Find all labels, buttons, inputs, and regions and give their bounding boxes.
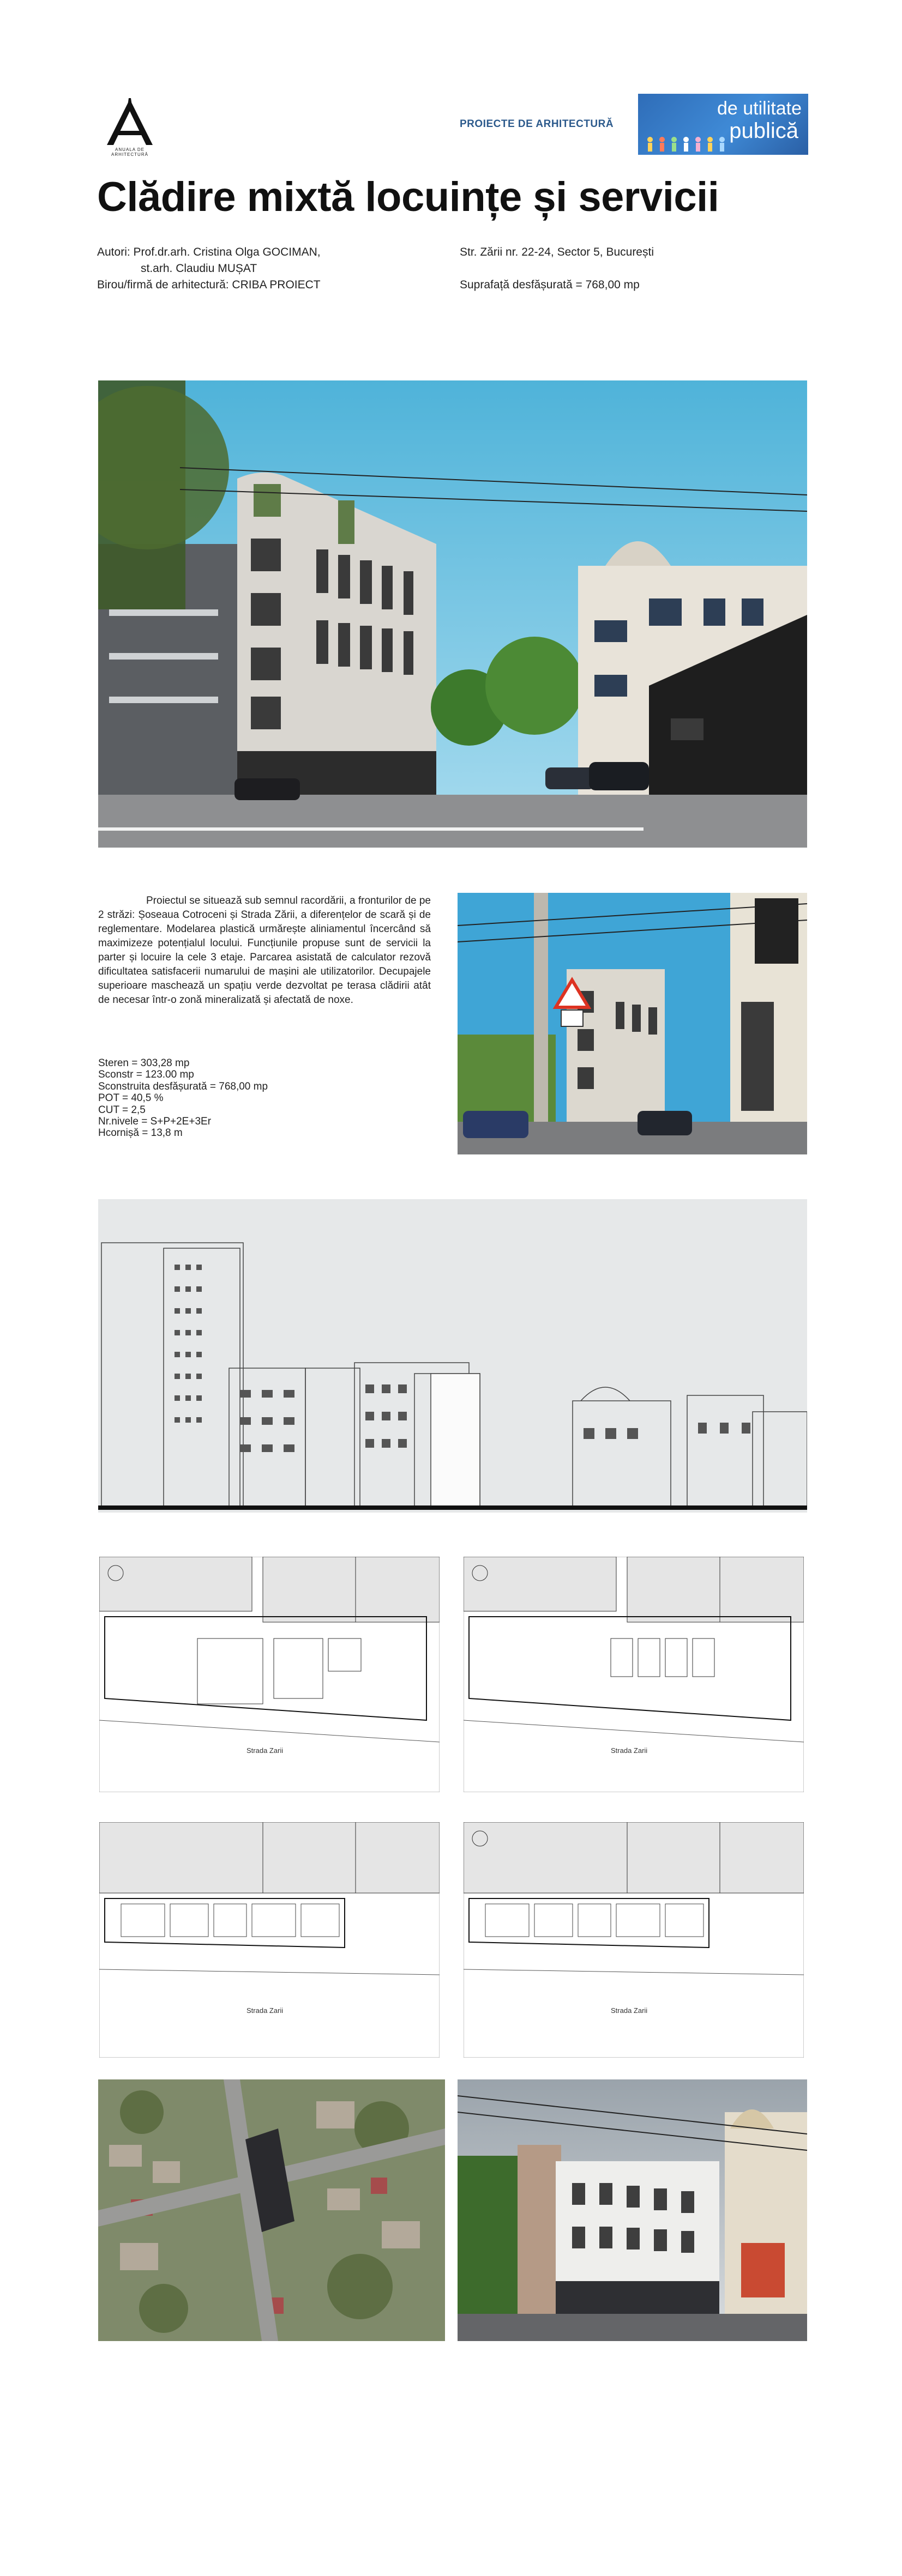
badge-line-1: de utilitate (717, 98, 802, 119)
floor-plan-basement (464, 1557, 804, 1792)
street-label: Strada Zarii (246, 1746, 284, 1755)
street-corner-photo (458, 893, 807, 1154)
stat-item: Sconstr = 123.00 mp (98, 1069, 194, 1081)
stat-item: Hcornișă = 13,8 m (98, 1127, 183, 1139)
street-label: Strada Zarii (611, 1746, 648, 1755)
project-location (460, 244, 654, 293)
public-utility-badge (638, 94, 808, 155)
street-elevation-drawing (98, 1199, 807, 1513)
building-render (458, 2079, 807, 2341)
authors-line-2: st.arh. Claudiu MUȘAT (141, 262, 257, 275)
project-area: Suprafață desfășurată = 768,00 mp (460, 279, 640, 291)
authors-line-1: Autori: Prof.dr.arh. Cristina Olga GOCIMAN, (97, 246, 321, 258)
project-title: Clădire mixtă locuințe și servicii (97, 174, 719, 220)
badge-line-2: publică (729, 119, 798, 143)
project-credits (97, 244, 321, 293)
stat-item: Steren = 303,28 mp (98, 1057, 190, 1069)
project-stats (98, 1057, 268, 1139)
street-label: Strada Zarii (611, 2006, 648, 2015)
street-label: Strada Zarii (246, 2006, 284, 2015)
main-street-photo (98, 380, 807, 848)
logo-text: ANUALA DE ARHITECTURĂ (111, 147, 148, 157)
stat-item: Sconstruita desfășurată = 768,00 mp (98, 1080, 268, 1092)
aerial-map-photo (98, 2079, 445, 2341)
annual-logo (97, 97, 163, 157)
floor-plan-level-2 (464, 1822, 804, 2058)
stat-item: POT = 40,5 % (98, 1092, 164, 1104)
floor-plan-level-1 (99, 1822, 440, 2058)
program-label: PROIECTE DE ARHITECTURĂ (460, 118, 614, 130)
stat-item: Nr.nivele = S+P+2E+3Er (98, 1116, 212, 1128)
project-address: Str. Zării nr. 22-24, Sector 5, București (460, 246, 654, 258)
stat-item: CUT = 2,5 (98, 1104, 146, 1116)
architecture-office: Birou/firmă de arhitectură: CRIBA PROIECT (97, 279, 321, 291)
project-description: Proiectul se situează sub semnul racordării, a fronturilor de pe 2 străzi: Șoseaua Cotroceni și Strada Zării, a diferențelor de scară și de reglementare. Modelarea plastică urmărește aliniamentul încercând să maximizeze potențialul locului. Funcțiunile propuse sunt de servicii la parter și locuire la cele 3 etaje. Parcarea asistată de calculator rezovă dificultatea satisfacerii numarului de mașini ale utilizatorilor. Decupajele superioare maschează un spațiu verde dezvoltat pe terasa clădirii atât de necesar într-o zonă mineralizată și afectată de noxe. (98, 895, 431, 1006)
floor-plan-ground (99, 1557, 440, 1792)
logo-a-icon (97, 97, 163, 147)
